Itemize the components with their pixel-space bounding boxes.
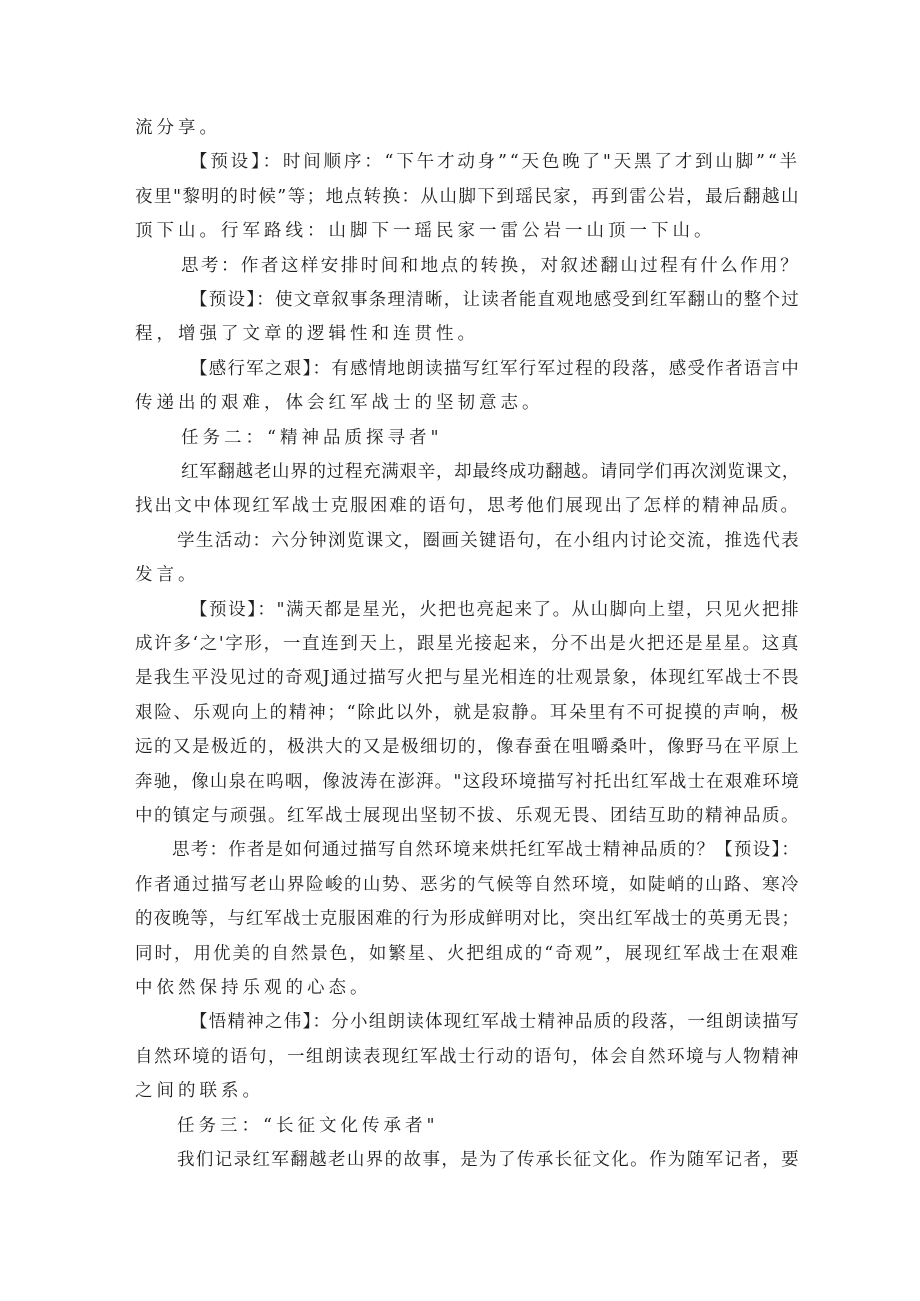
text-line: 任务三：“长征文化传承者" [177, 1116, 439, 1136]
text-line: 【预设】：使文章叙事条理清晰，让读者能直观地感受到红军翻山的整个过 [190, 290, 800, 310]
text-line: 学生活动：六分钟浏览课文，圈画关键语句，在小组内讨论交流，推选代表 [177, 531, 801, 551]
text-line: 【预设】：时间顺序：“下午才动身”“天色晚了"天黑了才到山脚”“半 [190, 152, 800, 172]
text-line: 夜里"黎明的时候”等；地点转换：从山脚下到瑶民家，再到雷公岩，最后翻越山 [135, 187, 800, 207]
text-line: 自然环境的语句，一组朗读表现红军战士行动的语句，体会自然环境与人物精神 [135, 1047, 800, 1067]
text-line: 之间的联系。 [135, 1081, 264, 1101]
text-line: 奔驰，像山泉在呜咽，像波涛在澎湃。"这段环境描写衬托出红军战士在艰难环境 [135, 772, 800, 792]
text-line: 的夜晚等，与红军战士克服困难的行为形成鲜明对比，突出红军战士的英勇无畏； [135, 909, 800, 929]
text-line: 思考：作者是如何通过描写自然环境来烘托红军战士精神品质的？【预设】： [172, 840, 801, 860]
text-line: 顶下山。行军路线：山脚下一瑶民家一雷公岩一山顶一下山。 [135, 221, 716, 241]
text-line: 【感行军之艰】：有感情地朗读描写红军行军过程的段落，感受作者语言中 [190, 359, 800, 379]
text-line: 思考：作者这样安排时间和地点的转换，对叙述翻山过程有什么作用？ [181, 256, 801, 276]
text-line: 同时，用优美的自然景色，如繁星、火把组成的“奇观”，展现红军战士在艰难 [135, 944, 801, 964]
text-line: 【悟精神之伟】：分小组朗读体现红军战士精神品质的段落，一组朗读描写 [190, 1012, 800, 1032]
text-line: 艰险、乐观向上的精神；“除此以外，就是寂静。耳朵里有不可捉摸的声响，极 [135, 703, 800, 723]
text-line: 程，增强了文章的逻辑性和连贯性。 [135, 324, 479, 344]
text-line: 【预设】："满天都是星光，火把也亮起来了。从山脚向上望，只见火把排 [190, 600, 801, 620]
text-line: 成许多‘之'字形，一直连到天上，跟星光接起来，分不出是火把还是星星。这真 [135, 634, 801, 654]
text-line: 中依然保持乐观的心态。 [135, 978, 372, 998]
text-line: 发言。 [135, 565, 200, 585]
text-line: 流分享。 [135, 118, 221, 138]
text-line: 传递出的艰难，体会红军战士的坚韧意志。 [135, 393, 544, 413]
text-line: 是我生平没见过的奇观J通过描写火把与星光相连的壮观景象，体现红军战士不畏 [135, 668, 800, 688]
text-line: 任务二：“精神品质探寻者" [181, 428, 443, 448]
text-line: 找出文中体现红军战士克服困难的语句，思考他们展现出了怎样的精神品质。 [135, 496, 801, 516]
text-line: 中的镇定与顽强。红军战士展现出坚韧不拔、乐观无畏、团结互助的精神品质。 [135, 806, 800, 826]
text-line: 远的又是极近的，极洪大的又是极细切的，像春蚕在咀嚼桑叶，像野马在平原上 [135, 737, 800, 757]
text-line: 红军翻越老山界的过程充满艰辛，却最终成功翻越。请同学们再次浏览课文， [181, 462, 801, 482]
text-line: 作者通过描写老山界险峻的山势、恶劣的气候等自然环境，如陡峭的山路、寒冷 [135, 875, 800, 895]
text-line: 我们记录红军翻越老山界的故事，是为了传承长征文化。作为随军记者，要 [177, 1150, 801, 1170]
